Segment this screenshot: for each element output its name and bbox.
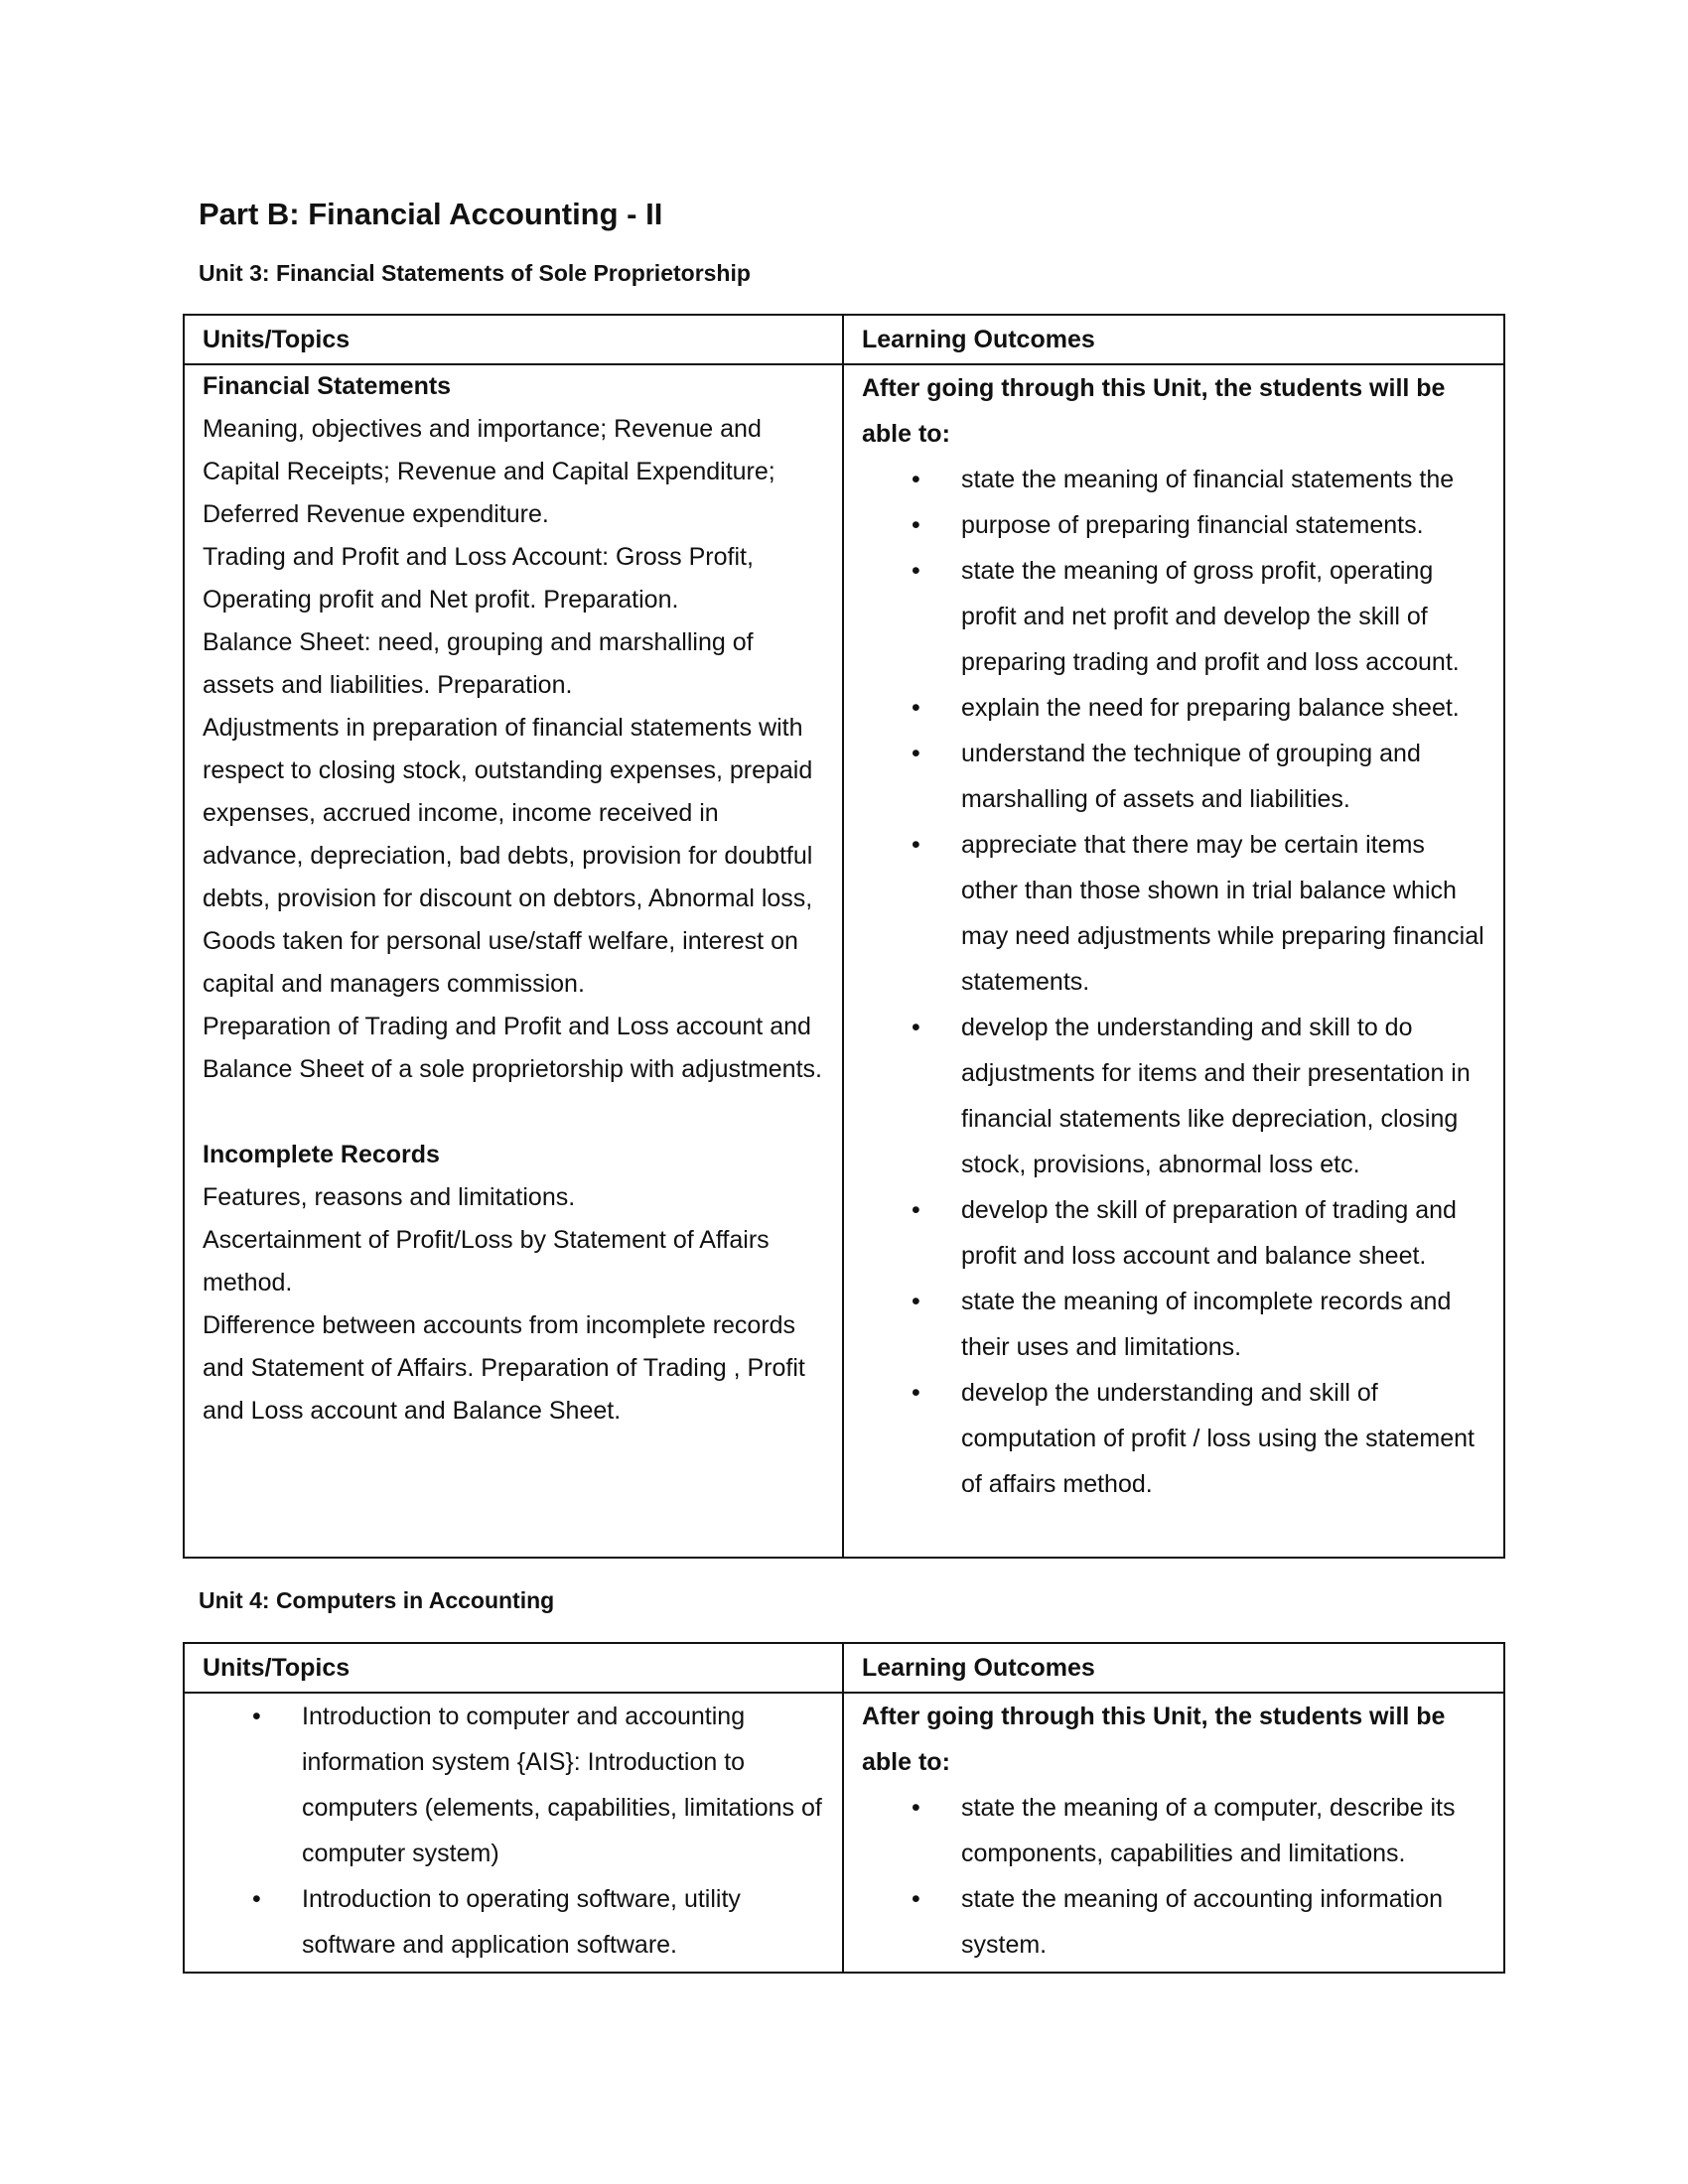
outcome-item: • state the meaning of accounting information system. xyxy=(862,1876,1485,1968)
topic-text: Difference between accounts from incomplete records and Statement of Affairs. Preparation of Trading , Profit and Loss account and Balance Sheet. xyxy=(203,1311,805,1425)
outcome-item: • state the meaning of financial statements the xyxy=(862,457,1485,502)
unit4-title: Unit 4: Computers in Accounting xyxy=(199,1587,555,1613)
outcome-item: • develop the understanding and skill of computation of profit / loss using the statement of affairs method. xyxy=(862,1370,1485,1507)
topic-text: Preparation of Trading and Profit and Loss account and Balance Sheet of a sole proprietorship with adjustments. xyxy=(203,1013,822,1083)
financial-statements-heading: Financial Statements xyxy=(203,372,452,400)
outcomes-list xyxy=(862,457,1485,1507)
outcome-item: • state the meaning of gross profit, operating profit and net profit and develop the skill of preparing trading and profit and loss account. xyxy=(862,548,1485,685)
topic-text: Features, reasons and limitations. xyxy=(203,1183,576,1211)
incomplete-records-heading: Incomplete Records xyxy=(203,1141,440,1168)
unit3-col2-header: Learning Outcomes xyxy=(843,315,1504,364)
unit3-outcomes-cell xyxy=(843,364,1504,1558)
outcome-item: • state the meaning of a computer, describe its components, capabilities and limitations. xyxy=(862,1785,1485,1876)
unit3-body-row xyxy=(184,364,1504,1558)
topic-text: Trading and Profit and Loss Account: Gross Profit, Operating profit and Net profit. Preparation. xyxy=(203,543,754,614)
unit3-title: Unit 3: Financial Statements of Sole Proprietorship xyxy=(199,260,751,286)
outcome-item: • develop the understanding and skill to do adjustments for items and their presentation in financial statements like depreciation, closing stock, provisions, abnormal loss etc. xyxy=(862,1005,1485,1187)
topic-text: Meaning, objectives and importance; Revenue and Capital Receipts; Revenue and Capital Expenditure; Deferred Revenue expenditure. xyxy=(203,415,775,528)
unit4-topics-cell xyxy=(184,1693,843,1973)
unit4-col1-header: Units/Topics xyxy=(184,1643,843,1693)
unit3-header-row xyxy=(184,315,1504,364)
outcome-item: • state the meaning of incomplete records and their uses and limitations. xyxy=(862,1279,1485,1370)
unit4-table xyxy=(183,1642,1505,1974)
topic-text: Adjustments in preparation of financial statements with respect to closing stock, outstanding expenses, prepaid expenses, accrued income, income received in advance, depreciation, bad debts, provision for doubtful debts, provision for discount on debtors, Abnormal loss, Goods taken for personal use/staff welfare, interest on capital and managers commission. xyxy=(203,714,813,998)
topic-item: • Introduction to computer and accounting information system {AIS}: Introduction to computers (elements, capabilities, limitations of computer system) xyxy=(203,1694,824,1876)
outcome-item: • understand the technique of grouping and marshalling of assets and liabilities. xyxy=(862,731,1485,822)
topic-text: Ascertainment of Profit/Loss by Statement of Affairs method. xyxy=(203,1226,770,1297)
part-title: Part B: Financial Accounting - II xyxy=(199,197,663,231)
unit3-col1-header: Units/Topics xyxy=(184,315,843,364)
unit3-topics-cell xyxy=(184,364,843,1558)
unit4-outcomes-cell xyxy=(843,1693,1504,1973)
outcomes-lead: After going through this Unit, the students will be able to: xyxy=(862,374,1446,448)
topics-list xyxy=(203,1694,824,1968)
spacer xyxy=(203,1091,824,1134)
unit4-header-row xyxy=(184,1643,1504,1693)
outcome-item: • develop the skill of preparation of trading and profit and loss account and balance sheet. xyxy=(862,1187,1485,1279)
outcomes-list xyxy=(862,1785,1485,1968)
unit4-col2-header: Learning Outcomes xyxy=(843,1643,1504,1693)
unit3-table xyxy=(183,314,1505,1559)
outcome-item: • appreciate that there may be certain items other than those shown in trial balance which may need adjustments while preparing financial statements. xyxy=(862,822,1485,1005)
outcome-item: • purpose of preparing financial statements. xyxy=(862,502,1485,548)
outcomes-lead: After going through this Unit, the students will be able to: xyxy=(862,1703,1446,1776)
topic-text: Balance Sheet: need, grouping and marshalling of assets and liabilities. Preparation. xyxy=(203,628,754,699)
topic-item: • Introduction to operating software, utility software and application software. xyxy=(203,1876,824,1968)
outcome-item: • explain the need for preparing balance sheet. xyxy=(862,685,1485,731)
unit4-body-row xyxy=(184,1693,1504,1973)
